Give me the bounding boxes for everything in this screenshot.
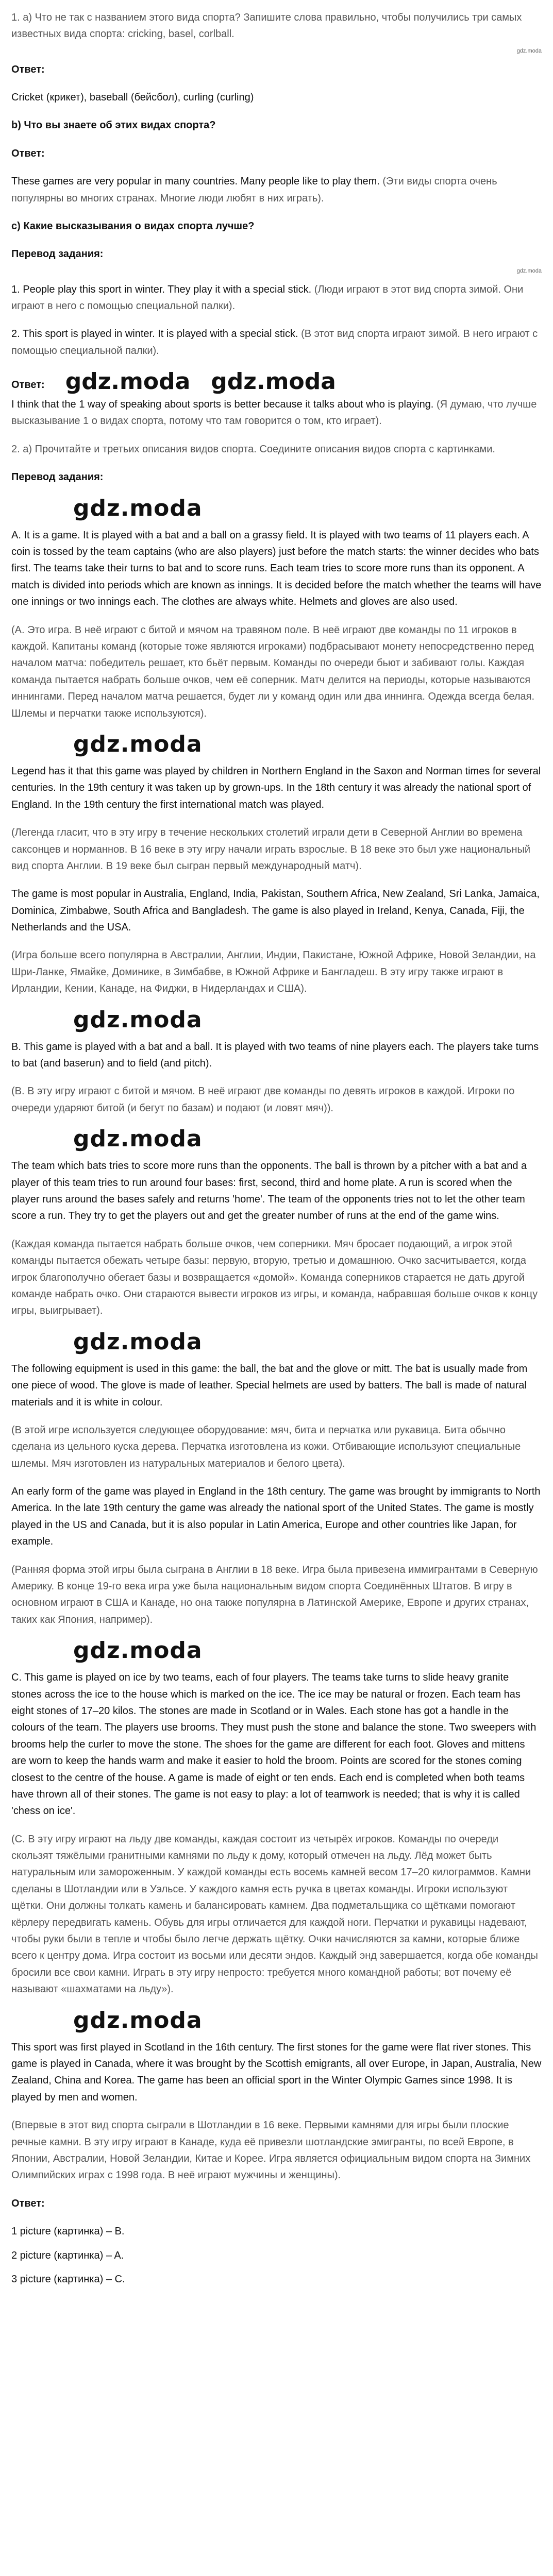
text-c-1-ru: (С. В эту игру играют на льду две команды, каждая состоит из четырёх игроков. Команды по очереди скользят тяжёлыми гранитными камнями по льду к дому, который отмечен на льду. Лёд может быть натуральным или замороженным. У каждой команды есть восемь камней весом 17–20 килограммов. Камни сделаны в Шотландии или в Уэльсе. У каждого камня есть ручка в цветах команды. Игроки используют щётки. Они должны толкать камень и балансировать камнем. Два подметальщика со щётками помогают кёрлеру передвигать камень. Обувь для игры отличается для каждой ноги. Перчатки и рукавицы надевают, чтобы руки были в тепле и чтобы было легче держать щётку. Очки начисляются за камни, которые ближе всего к центру дома. Игра состоит из восьми или десяти эндов. Каждый энд завершается, когда обе команды бросили все свои камни. Играть в эту игру непросто: требуется много командной работы; вот почему её называют «шахматами на льду»). [11, 1833, 538, 1995]
answer-label: Ответ: [11, 379, 45, 391]
small-watermark: gdz.moda [516, 47, 542, 54]
answer-1b-ru: (Эти виды спорта очень популярны во многих странах. Многие люди любят в них играть). [11, 176, 497, 204]
text-b-4-ru: (Ранняя форма этой игры была сыграна в Англии в 18 веке. Игра была привезена иммигрантами в Северную Америку. В конце 19-го века игра уже была национальным видом спорта Соединённых Штатов. В игру в основном играют в США и Канаде, но она также популярна в Латинской Америке, Европе и других странах, таких как Япония, например). [11, 1564, 538, 1625]
task-2a: 2. a) Прочитайте и третьих описания видов спорта. Соедините описания видов спорта с картинками. [11, 443, 495, 455]
text-c-2-ru: (Впервые в этот вид спорта сыграли в Шотландии в 16 веке. Первыми камнями для игры были плоские речные камни. В эту игру играют в Канаде, куда её привезли шотландские эмигранты, по всей Европе, в Японии, Австралии, Новой Зеландии, Китае и Корее. Игра является официальным видом спорта на Зимних Олимпийских играх с 1998 года. В неё играют мужчины и женщины). [11, 2120, 531, 2181]
answer-item: 1 picture (картинка) – B. [11, 2226, 125, 2238]
text-b-2-ru: (Каждая команда пытается набрать больше очков, чем соперники. Мяч бросает подающий, а игрок этой команды пытается обежать четыре базы: первую, вторую, третью и домашнюю. Очко засчитывается, когда игрок благополучно обегает базы и возвращается «домой». Команда соперников старается не дать другой команде набрать очко. Они стараются вывести игроков из игры, и команда, набравшая больше очков к концу игры, выигрывает). [11, 1238, 538, 1317]
translation-title: Перевод задания: [11, 248, 104, 260]
text-a-2-ru: (Легенда гласит, что в эту игру в течение нескольких столетий играли дети в Северной Англии во времена саксонцев и норманнов. В 16 веке в эту игру начали играть взрослые. В 18 веке это был уже национальный вид спорта Англии. В 19 веке был сыгран первый международный матч). [11, 827, 531, 872]
watermark: gdz.moda [73, 1006, 203, 1033]
text-c-2-en: This sport was first played in Scotland in the 16th century. The first stones for the game were flat river stones. This game is played in Canada, where it was brought by the Scottish emigrants, all over Europe, in Japan, Australia, New Zealand, China and Korea. The game has been an official sport in the Winter Olympic Games since 1998. It is played by men and women. [11, 2041, 542, 2103]
text-a-1-en: A. It is a game. It is played with a bat and a ball on a grassy field. It is played with two teams of 11 players each. A coin is tossed by the team captains (who are also players) just before the match starts: the winner decides who bats first. The teams take their turns to bat and to score runs. Each team tries to score more runs than its opponent. A match is divided into periods which are known as innings. It is decided before the match whether the teams will have one innings or two innings each. The clothes are always white. Helmets and gloves are also used. [11, 529, 542, 608]
text-a-2-en: Legend has it that this game was played by children in Northern England in the Saxon and Norman times for several centuries. In the 19th century it was taken up by grown-ups. In the 18th century it was already the national sport of England. In the 19th century the first international match was played. [11, 765, 541, 810]
statement-1-en: 1. People play this sport in winter. They play it with a special stick. [11, 283, 312, 295]
answer-label: Ответ: [11, 2197, 45, 2209]
watermark: gdz.moda [211, 368, 336, 395]
text-a-3-ru: (Игра больше всего популярна в Австралии, Англии, Индии, Пакистане, Южной Африке, Новой Зеландии, на Шри-Ланке, Ямайке, Доминике, в Зимбабве, в Южной Африке и Бангладеш. В эту игру также играют в Ирландии, Кении, Канаде, на Фиджи, в Нидерландах и США). [11, 950, 536, 995]
watermark: gdz.moda [73, 1328, 203, 1355]
watermark: gdz.moda [73, 495, 203, 521]
answer-1c [11, 396, 542, 430]
watermark: gdz.moda [65, 368, 191, 395]
task-1b: b) Что вы знаете об этих видах спорта? [11, 120, 216, 131]
text-b-3-ru: (В этой игре используется следующее оборудование: мяч, бита и перчатка или рукавица. Бита обычно сделана из цельного куска дерева. Перчатка изготовлена из кожи. Отбивающие используют специальные шлемы. Мяч изготовлен из натуральных материалов и белого цвета). [11, 1424, 521, 1469]
text-b-4-en: An early form of the game was played in England in the 18th century. The game was brought by immigrants to North America. In the late 19th century the game was already the national sport of the United States. The game is mostly played in the US and Canada, but it is also popular in Latin America, Europe and other countries like Japan, for example. [11, 1486, 541, 1548]
answer-1c-ru: (Я думаю, что лучше высказывание 1 о видах спорта, потому что там говорится о том, кто играет). [11, 399, 537, 427]
statement-1-ru: (Люди играют в этот вид спорта зимой. Они играют в него с помощью специальной палки). [11, 283, 524, 312]
text-b-1-en: B. This game is played with a bat and a ball. It is played with two teams of nine players each. The players take turns to bat (and baserun) and to field (and pitch). [11, 1041, 539, 1070]
statement-2-en: 2. This sport is played in winter. It is played with a special stick. [11, 328, 298, 340]
small-watermark: gdz.moda [516, 267, 542, 274]
answer-1b [11, 173, 542, 207]
answer-1c-en: I think that the 1 way of speaking about sports is better because it talks about who is playing. [11, 399, 434, 411]
text-a-3-en: The game is most popular in Australia, England, India, Pakistan, Southern Africa, New Zealand, Sri Lanka, Jamaica, Dominica, Zimbabwe, South Africa and Bangladesh. The game is also played in Ireland, Kenya, Canada, Fiji, the Netherlands and the USA. [11, 888, 540, 934]
text-b-3-en: The following equipment is used in this game: the ball, the bat and the glove or mitt. The bat is usually made from one piece of wood. The glove is made of leather. Special helmets are used by batters. The ball is made of natural materials and it is white in colour. [11, 1363, 528, 1408]
answer-label: Ответ: [11, 147, 45, 159]
answer-item: 2 picture (картинка) – A. [11, 2249, 124, 2261]
task-1c: c) Какие высказывания о видах спорта лучше? [11, 220, 255, 232]
watermark: gdz.moda [73, 731, 203, 757]
watermark: gdz.moda [73, 1126, 203, 1153]
answers-list [11, 2223, 542, 2287]
statement-2-ru: (В этот вид спорта играют зимой. В него играют с помощью специальной палки). [11, 328, 538, 357]
statement-1 [11, 281, 542, 315]
watermark: gdz.moda [73, 1637, 203, 1664]
text-b-2-en: The team which bats tries to score more runs than the opponents. The ball is thrown by a pitcher with a bat and a player of this team tries to run around four bases: first, second, third and home plate. A run is scored when the player runs around the bases safely and returns 'home'. The team of the opponents tries not to let the other team score a run. They try to get the players out and get the greater number of runs at the end of the game wins. [11, 1160, 527, 1222]
watermark: gdz.moda [73, 2007, 203, 2033]
text-c-1-en: C. This game is played on ice by two teams, each of four players. The teams take turns to slide heavy granite stones across the ice to the house which is marked on the ice. The ice may be natural or frozen. Each team has eight stones of 17–20 kilos. The stones are made in Scotland or in Wales. Each stone has got a handle in the colours of the team. The players use brooms. They must push the stone and balance the stone. Two sweepers with brooms help the curler to move the stone. The shoes for the game are different for each foot. Gloves and mittens are worn to keep the hands warm and make it easier to hold the broom. Points are scored for the stones coming closest to the centre of the house. A game is made of eight or ten ends. Each end is completed when both teams have thrown all of their stones. The game is not easy to play: a lot of teamwork is needed; that is why it is called 'chess on ice'. [11, 1672, 537, 1817]
translation-title: Перевод задания: [11, 471, 104, 483]
text-a-1-ru: (А. Это игра. В неё играют с битой и мячом на травяном поле. В неё играют две команды по 11 игроков в каждой. Капитаны команд (которые тоже являются игроками) подбрасывают монету непосредственно перед началом матча: победитель решает, кто бьёт первым. Команды по очереди бьют и забивают голы. Каждая команда пытается набрать больше очков, чем её соперник. Матч делится на периоды, которые называются иннингами. Перед началом матча решается, будет ли у команд один или два иннинга. Одежда всегда белая. Шлемы и перчатки также используются). [11, 624, 535, 719]
task-1a: 1. a) Что не так с названием этого вида спорта? Запишите слова правильно, чтобы получились три самых известных вида спорта: cricking, basel, corlball. [11, 12, 522, 40]
text-b-1-ru: (B. В эту игру играют с битой и мячом. В неё играют две команды по девять игроков в каждой. Игроки по очереди ударяют битой (и бегут по базам) и подают (и ловят мяч)). [11, 1086, 515, 1114]
answer-label: Ответ: [11, 63, 45, 75]
answer-item: 3 picture (картинка) – C. [11, 2273, 125, 2285]
statement-2 [11, 326, 542, 359]
answer-1a: Cricket (крикет), baseball (бейсбол), curling (curling) [11, 91, 254, 103]
answer-1b-en: These games are very popular in many countries. Many people like to play them. [11, 176, 380, 188]
answer-row [11, 370, 542, 393]
